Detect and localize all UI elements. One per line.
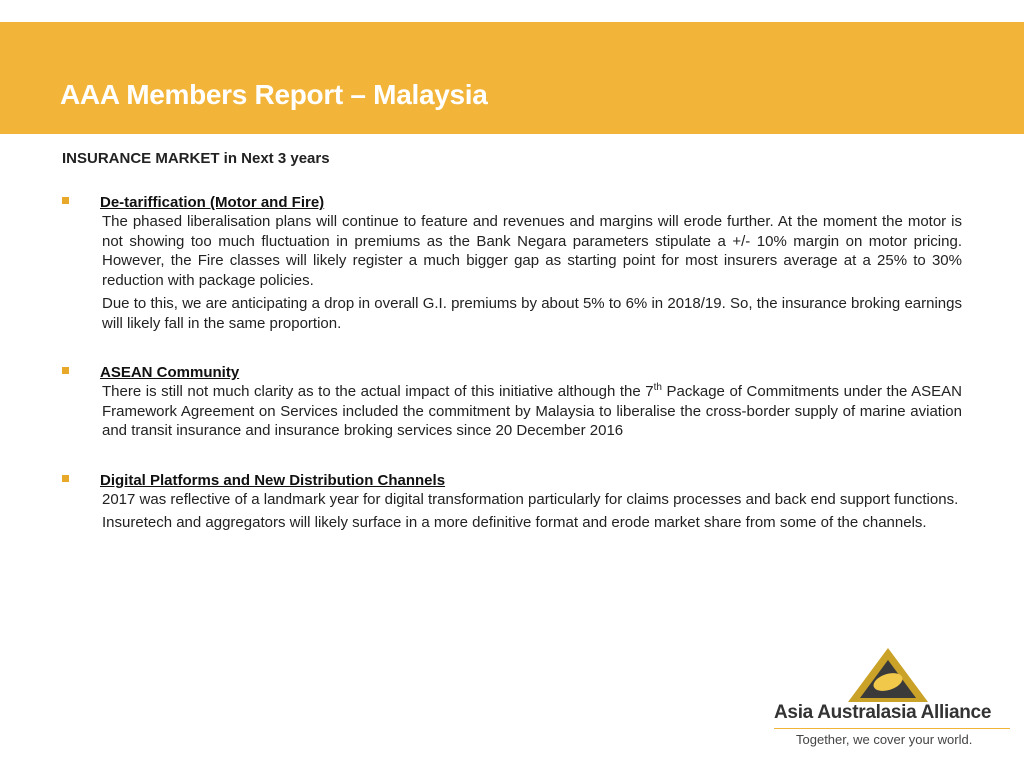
paragraph-text: Package of Commitments under the ASEAN Framework Agreement on Services included the commitment by Malaysia to liberalise the cross-border supply of marine aviation and transit insurance and insurance broking services since 20 December 2016: [102, 383, 962, 439]
paragraph: Insuretech and aggregators will likely surface in a more definitive format and erode market share from some of the channels.: [102, 514, 927, 531]
top-strip: [0, 0, 1024, 22]
bullet-square-icon: [62, 197, 69, 204]
bullet-square-icon: [62, 475, 69, 482]
bullet-section-detariffication: [62, 193, 962, 333]
paragraph: The phased liberalisation plans will continue to feature and revenues and margins will erode further. At the moment the motor is not showing too much fluctuation in premiums as the Bank Negara parameters stipulate a +/- 10% margin on motor pricing. However, the Fire classes will likely register a much bigger gap as starting point for most insurers average at a 25% to 30% reduction with package policies.: [102, 213, 962, 289]
section-heading: INSURANCE MARKET in Next 3 years: [62, 150, 330, 167]
bullet-square-icon: [62, 367, 69, 374]
bullet-section-asean: [62, 363, 962, 441]
triangle-logo-icon: [846, 646, 930, 704]
logo-divider: [774, 728, 1010, 729]
paragraph: Due to this, we are anticipating a drop in overall G.I. premiums by about 5% to 6% in 2018/19. So, the insurance broking earnings will likely fall in the same proportion.: [102, 295, 962, 332]
page-title: AAA Members Report – Malaysia: [60, 79, 488, 110]
main-content: [62, 150, 962, 563]
bullet-section-digital: [62, 471, 962, 533]
company-logo: [774, 646, 1010, 756]
paragraph: 2017 was reflective of a landmark year for digital transformation particularly for claims processes and back end support functions.: [102, 490, 959, 508]
logo-name: Asia Australasia Alliance: [774, 702, 992, 723]
paragraph: [102, 382, 962, 441]
bullet-title: Digital Platforms and New Distribution Channels: [100, 471, 446, 489]
ordinal-superscript: th: [653, 382, 662, 393]
bullet-title: ASEAN Community: [100, 364, 240, 381]
paragraph-text: There is still not much clarity as to the actual impact of this initiative although the 7: [102, 383, 654, 400]
bullet-title: De-tariffication (Motor and Fire): [100, 194, 325, 211]
title-banner: [0, 22, 1024, 134]
logo-tagline: Together, we cover your world.: [796, 732, 973, 747]
